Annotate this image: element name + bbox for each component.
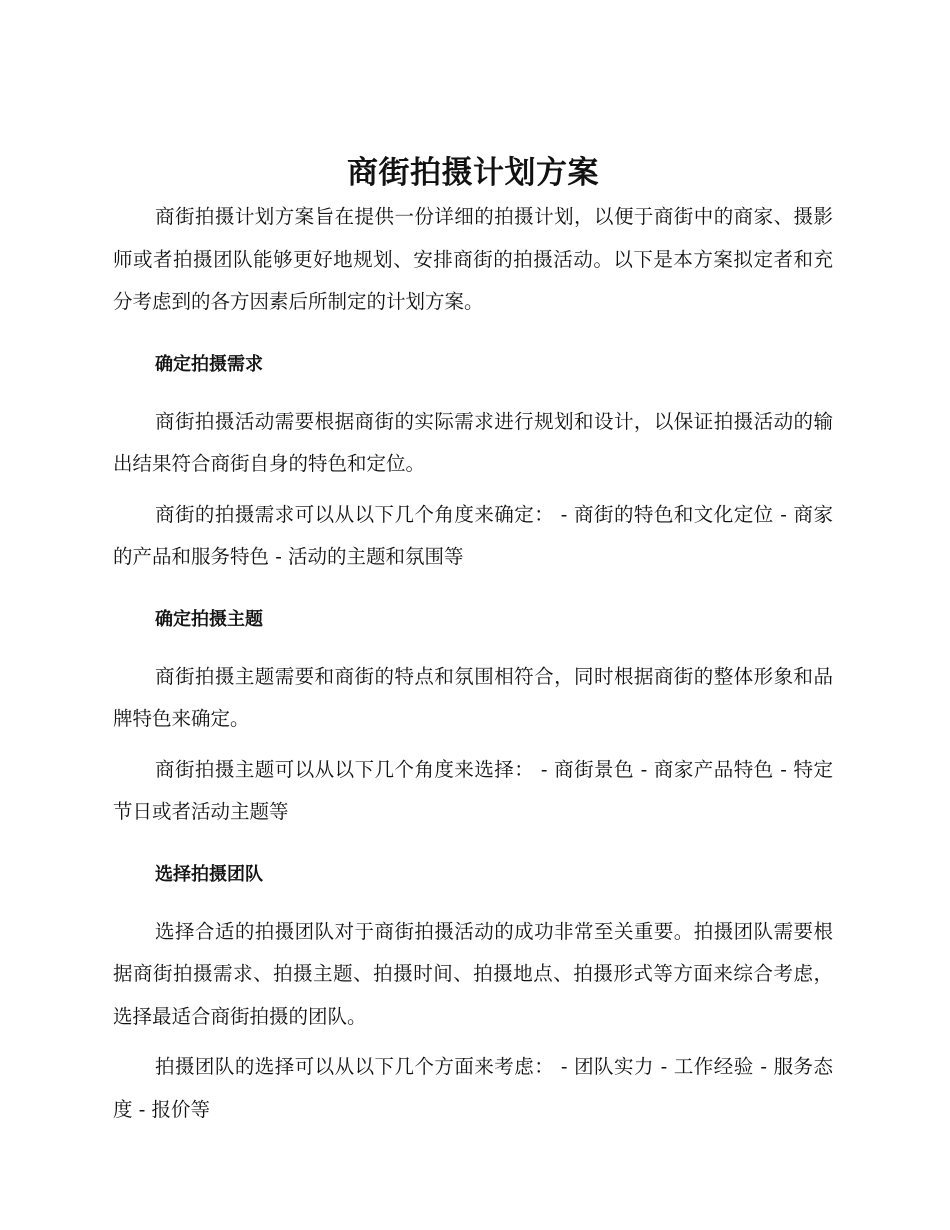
section-paragraph: 商街拍摄活动需要根据商街的实际需求进行规划和设计，以保证拍摄活动的输出结果符合商街自身的特色和定位。 bbox=[113, 409, 833, 475]
section-paragraph: 商街的拍摄需求可以从以下几个角度来确定： - 商街的特色和文化定位 - 商家的产品和服务特色 - 活动的主题和氛围等 bbox=[113, 502, 833, 568]
section-paragraph: 选择合适的拍摄团队对于商街拍摄活动的成功非常至关重要。拍摄团队需要根据商街拍摄需求、拍摄主题、拍摄时间、拍摄地点、拍摄形式等方面来综合考虑，选择最适合商街拍摄的团队。 bbox=[113, 919, 833, 1028]
document-body bbox=[113, 150, 833, 1131]
section-paragraph: 商街拍摄主题可以从以下几个角度来选择： - 商街景色 - 商家产品特色 - 特定节日或者活动主题等 bbox=[113, 757, 833, 823]
section-heading-team: 选择拍摄团队 bbox=[155, 863, 263, 885]
section-heading-requirements: 确定拍摄需求 bbox=[155, 353, 263, 375]
intro-paragraph: 商街拍摄计划方案旨在提供一份详细的拍摄计划，以便于商街中的商家、摄影师或者拍摄团队能够更好地规划、安排商街的拍摄活动。以下是本方案拟定者和充分考虑到的各方因素后所制定的计划方案。 bbox=[113, 205, 833, 313]
section-paragraph: 商街拍摄主题需要和商街的特点和氛围相符合，同时根据商街的整体形象和品牌特色来确定。 bbox=[113, 664, 833, 730]
section-paragraph: 拍摄团队的选择可以从以下几个方面来考虑： - 团队实力 - 工作经验 - 服务态度 - 报价等 bbox=[113, 1055, 833, 1121]
document-title: 商街拍摄计划方案 bbox=[347, 155, 599, 191]
section-heading-theme: 确定拍摄主题 bbox=[155, 608, 263, 630]
